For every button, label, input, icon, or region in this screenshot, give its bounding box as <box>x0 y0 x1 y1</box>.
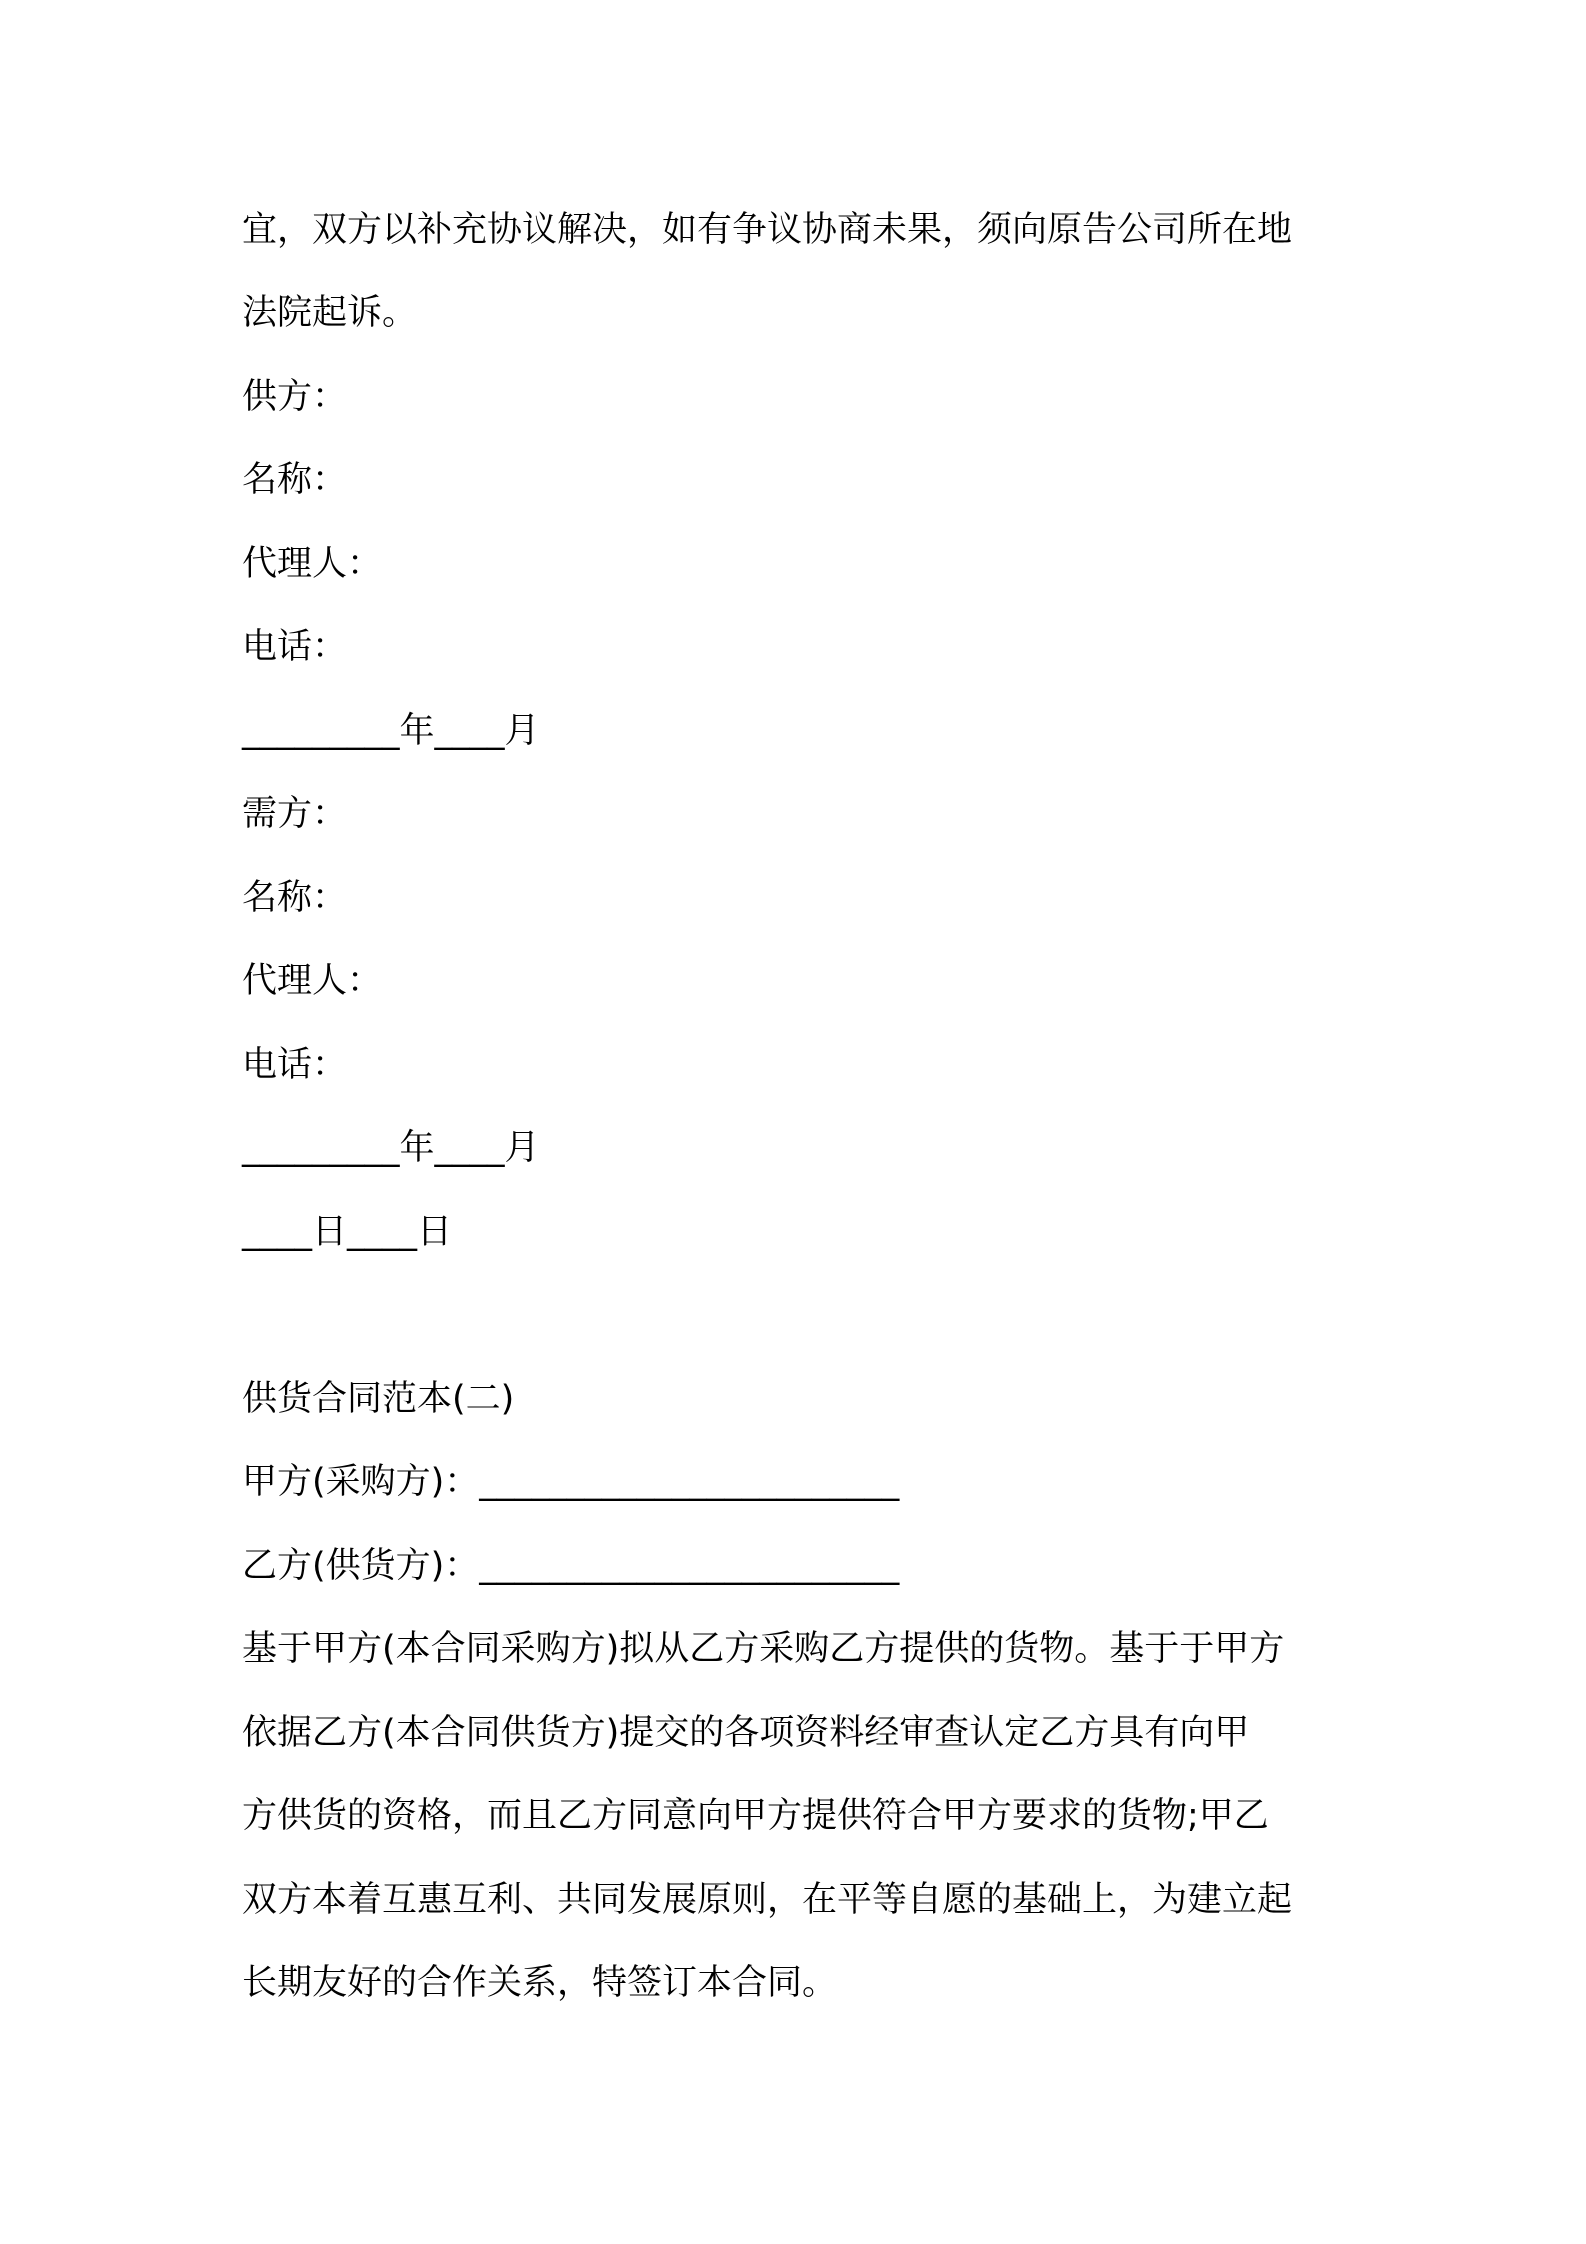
supplier-date-line: _________年____月 <box>242 711 540 751</box>
clause-text-line-2: 法院起诉。 <box>242 293 418 333</box>
buyer-name-label: 名称： <box>242 878 348 918</box>
party-b-line: 乙方(供货方)：________________________ <box>242 1546 900 1586</box>
party-a-line: 甲方(采购方)：________________________ <box>242 1462 900 1502</box>
clause-text-line-1: 宜，双方以补充协议解决，如有争议协商未果，须向原告公司所在地 <box>242 210 1293 250</box>
supplier-label: 供方： <box>242 377 348 417</box>
buyer-agent-label: 代理人： <box>242 961 383 1001</box>
preamble-line-2: 依据乙方(本合同供货方)提交的各项资料经审查认定乙方具有向甲 <box>242 1713 1250 1753</box>
supplier-phone-label: 电话： <box>242 627 348 667</box>
preamble-line-5: 长期友好的合作关系，特签订本合同。 <box>242 1963 838 2003</box>
day-line: ____日____日 <box>242 1212 453 1252</box>
preamble-line-3: 方供货的资格，而且乙方同意向甲方提供符合甲方要求的货物;甲乙 <box>242 1796 1269 1836</box>
buyer-label: 需方： <box>242 794 348 834</box>
section-title: 供货合同范本(二) <box>242 1379 515 1419</box>
preamble-line-1: 基于甲方(本合同采购方)拟从乙方采购乙方提供的货物。基于于甲方 <box>242 1629 1285 1669</box>
preamble-line-4: 双方本着互惠互利、共同发展原则，在平等自愿的基础上，为建立起 <box>242 1880 1293 1920</box>
buyer-phone-label: 电话： <box>242 1045 348 1085</box>
supplier-name-label: 名称： <box>242 460 348 500</box>
supplier-agent-label: 代理人： <box>242 544 383 584</box>
buyer-date-line: _________年____月 <box>242 1128 540 1168</box>
